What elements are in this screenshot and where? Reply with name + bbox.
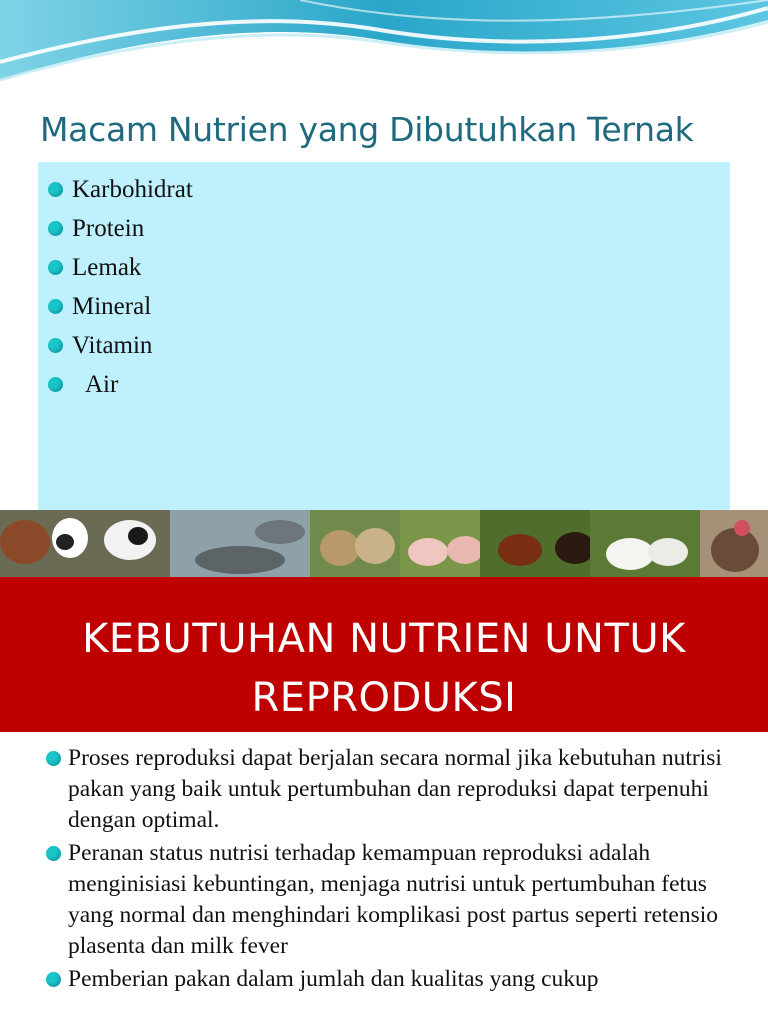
- nutrient-list: [38, 162, 730, 404]
- bullet-icon: [48, 377, 63, 392]
- bullet-icon: [46, 846, 61, 861]
- list-item: Karbohidrat: [48, 170, 730, 209]
- bullet-icon: [48, 260, 63, 275]
- section-title: KEBUTUHAN NUTRIEN UNTUK REPRODUKSI: [82, 616, 686, 721]
- bullet-icon: [48, 182, 63, 197]
- bullet-icon: [46, 972, 61, 987]
- wave-header-decoration: [0, 0, 768, 95]
- reproduction-paragraph-list: [46, 743, 746, 997]
- list-item: Air: [48, 365, 730, 404]
- list-item: Pemberian pakan dalam jumlah dan kualitas yang cukup: [46, 964, 746, 995]
- list-item: Mineral: [48, 287, 730, 326]
- bullet-icon: [48, 299, 63, 314]
- list-item: Peranan status nutrisi terhadap kemampuan reproduksi adalah menginisiasi kebuntingan, menjaga nutrisi untuk pertumbuhan fetus yang normal dan menghindari komplikasi post partus seperti retensio plasenta dan milk fever: [46, 838, 746, 962]
- bullet-icon: [48, 221, 63, 236]
- list-item: Protein: [48, 209, 730, 248]
- bullet-icon: [46, 751, 61, 766]
- slide-top: [0, 0, 768, 510]
- livestock-photo-strip: [0, 510, 768, 577]
- bullet-icon: [48, 338, 63, 353]
- slide-title: Macam Nutrien yang Dibutuhkan Ternak: [40, 110, 694, 149]
- nutrient-list-box: [38, 162, 730, 510]
- list-item: Vitamin: [48, 326, 730, 365]
- list-item: Proses reproduksi dapat berjalan secara normal jika kebutuhan nutrisi pakan yang baik untuk pertumbuhan dan reproduksi dapat terpenuhi dengan optimal.: [46, 743, 746, 836]
- list-item: Lemak: [48, 248, 730, 287]
